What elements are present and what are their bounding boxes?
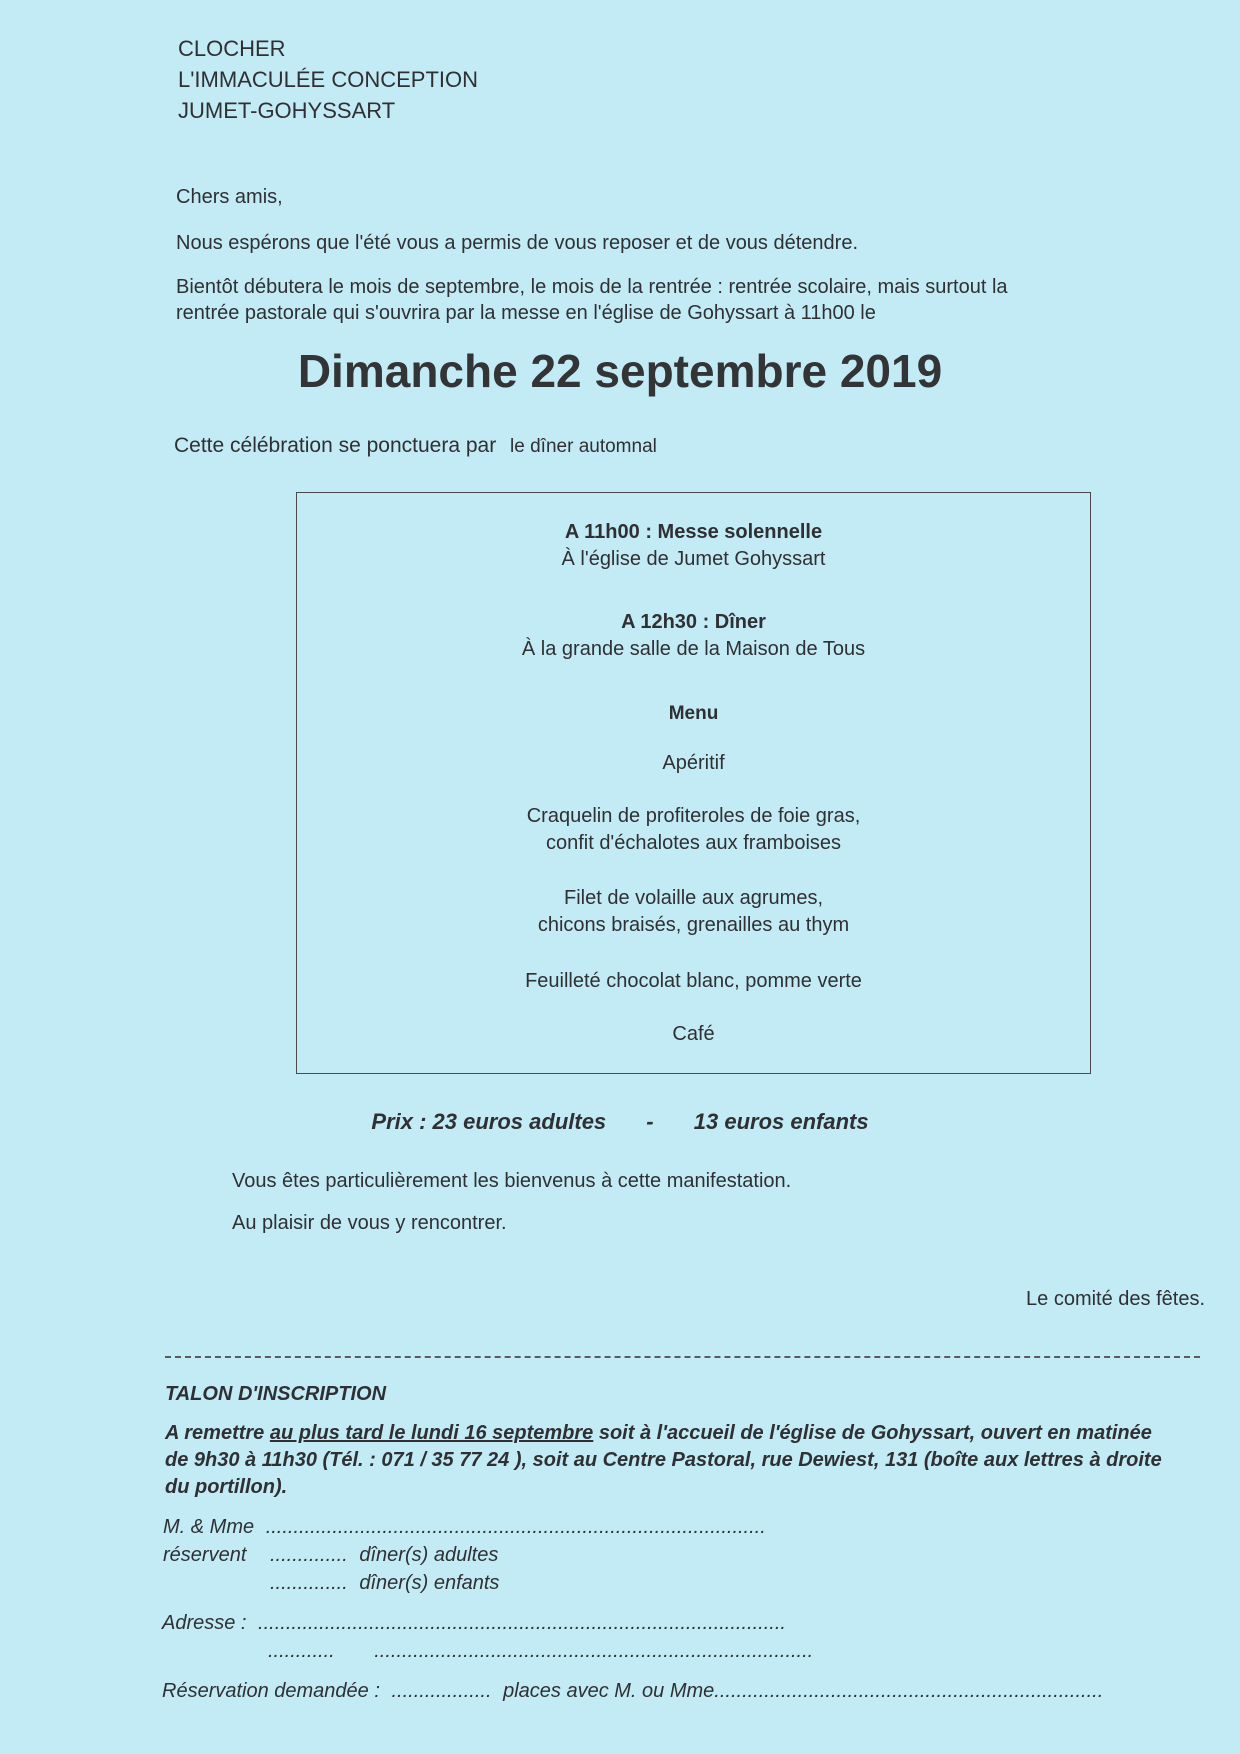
parish-location: JUMET-GOHYSSART [178, 98, 396, 123]
deadline-text: au plus tard le lundi 16 septembre [269, 1422, 594, 1444]
address-field-line1[interactable]: ............................................................................................... [258, 1612, 786, 1634]
reservation-row [162, 1680, 1103, 1703]
child-row [270, 1572, 499, 1595]
price-line [0, 1109, 1240, 1135]
dinner-title: A 12h30 : Dîner [621, 611, 766, 633]
welcome-text: Vous êtes particulièrement les bienvenus à cette manifestation. [232, 1170, 792, 1192]
greeting: Chers amis, [176, 186, 283, 208]
instructions-lead: A remettre [165, 1422, 265, 1444]
rentree-paragraph-line1: Bientôt débutera le mois de septembre, le mois de la rentrée : rentrée scolaire, mais surtout la [176, 276, 1008, 298]
event-date-heading: Dimanche 22 septembre 2019 [297, 345, 943, 397]
postal-code-field[interactable]: ............ [268, 1640, 335, 1662]
menu-item-main-line2: chicons braisés, grenailles au thym [537, 914, 850, 936]
parish-subtitle: L'IMMACULÉE CONCEPTION [178, 67, 479, 92]
mass-location: À l'église de Jumet Gohyssart [561, 548, 826, 570]
address-row-2 [268, 1640, 813, 1663]
menu-item-coffee: Café [672, 1023, 715, 1045]
dinner-location: À la grande salle de la Maison de Tous [521, 638, 866, 660]
child-dinners-field[interactable]: .............. [270, 1572, 348, 1594]
address-row [162, 1612, 786, 1635]
pleasure-text: Au plaisir de vous y rencontrer. [232, 1212, 507, 1234]
companion-field[interactable]: ...................................................................... [714, 1680, 1104, 1702]
form-title: TALON D'INSCRIPTION [165, 1383, 387, 1405]
menu-item-dessert: Feuilleté chocolat blanc, pomme verte [525, 970, 862, 992]
address-field-line2[interactable]: ............................................................................... [374, 1640, 814, 1662]
address-label: Adresse : [162, 1612, 247, 1634]
menu-item-aperitif: Apéritif [662, 752, 725, 774]
celebration-text: Cette célébration se ponctuera par [174, 434, 497, 457]
dinner-mention: le dîner automnal [510, 436, 657, 457]
places-field[interactable]: .................. [391, 1680, 492, 1702]
reservation-label: Réservation demandée : [162, 1680, 380, 1702]
intro-paragraph: Nous espérons que l'été vous a permis de vous reposer et de vous détendre. [176, 232, 859, 254]
adult-dinners-label: dîner(s) adultes [359, 1544, 499, 1566]
parish-name: CLOCHER [178, 36, 286, 61]
rentree-paragraph-line2: rentrée pastorale qui s'ouvrira par la messe en l'église de Gohyssart à 11h00 le [176, 302, 876, 324]
adult-dinners-field[interactable]: .............. [270, 1544, 348, 1566]
menu-item-starter-line2: confit d'échalotes aux framboises [545, 832, 842, 854]
places-with-label: places avec M. ou Mme [503, 1680, 715, 1702]
name-label: M. & Mme [163, 1516, 255, 1538]
celebration-line [174, 434, 657, 458]
menu-item-main-line1: Filet de volaille aux agrumes, [563, 887, 823, 909]
instructions-details: soit à l'accueil de l'église de Gohyssart, ouvert en matinée de 9h30 à 11h30 (Tél. : 071 / 35 77 24 ), soit au Centre Pastoral, rue Dewiest, 131 (boîte aux lettres à droite du portillon). [165, 1422, 1162, 1498]
program-box [296, 492, 1091, 1074]
menu-heading: Menu [668, 703, 719, 724]
menu-item-starter-line1: Craquelin de profiteroles de foie gras, [526, 805, 861, 827]
cut-line-divider [165, 1356, 1200, 1358]
price-adults: Prix : 23 euros adultes [371, 1109, 607, 1134]
price-separator: - [646, 1109, 654, 1134]
signature: Le comité des fêtes. [1026, 1288, 1205, 1310]
name-row [163, 1516, 766, 1539]
adult-row [270, 1544, 498, 1567]
mass-title: A 11h00 : Messe solennelle [564, 521, 823, 543]
name-field[interactable]: .......................................................................................... [265, 1516, 766, 1538]
form-instructions [165, 1420, 1175, 1501]
child-dinners-label: dîner(s) enfants [359, 1572, 500, 1594]
price-children: 13 euros enfants [693, 1109, 869, 1134]
reserve-label: réservent [163, 1544, 247, 1566]
